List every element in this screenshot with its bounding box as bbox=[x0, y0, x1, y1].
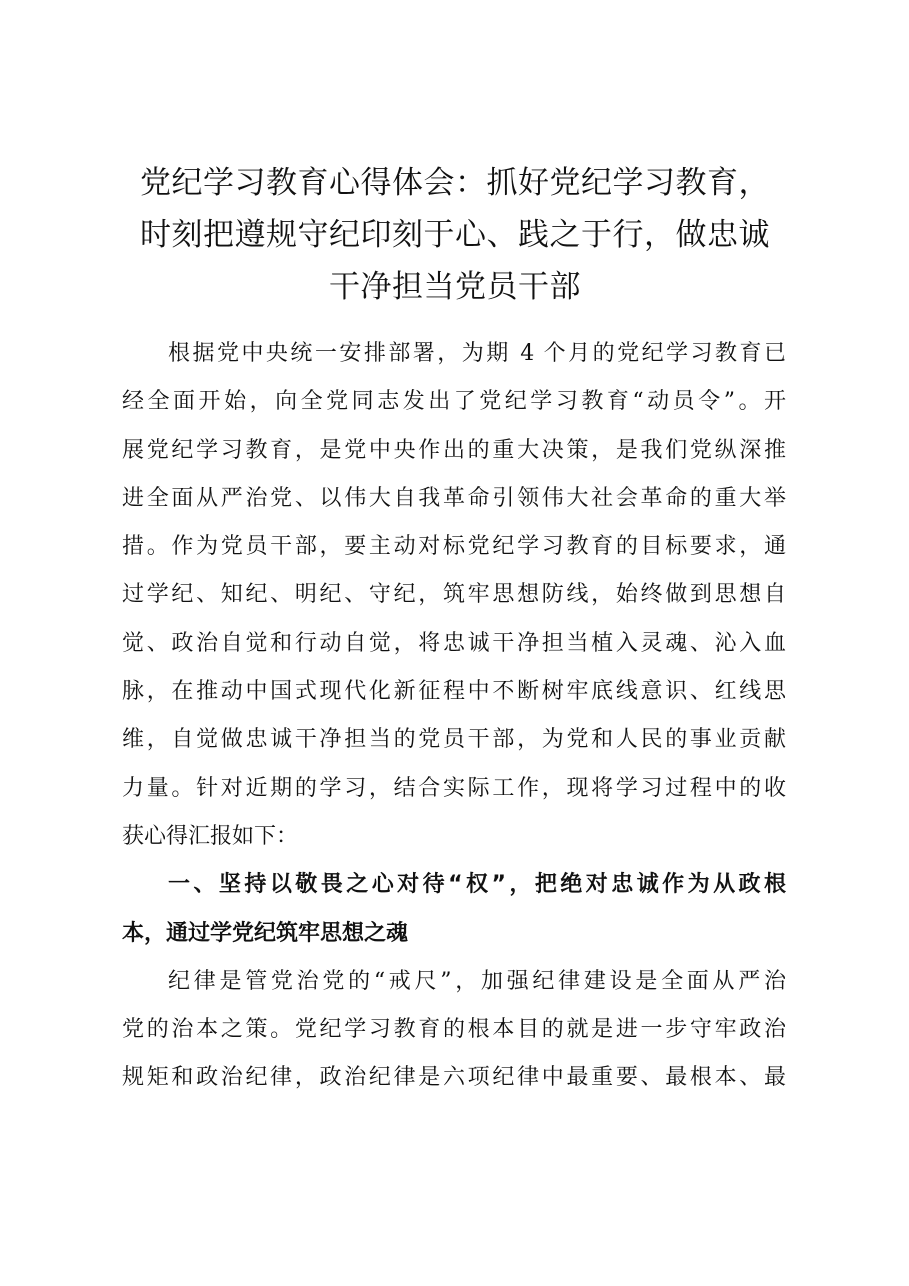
text-line: 根据党中央统一安排部署，为期 4 个月的党纪学习教育已 bbox=[168, 341, 786, 366]
text-line: 脉，在推动中国式现代化新征程中不断树牢底线意识、红线思 bbox=[122, 679, 786, 705]
title-line: 党纪学习教育心得体会：抓好党纪学习教育， bbox=[140, 165, 770, 201]
section-heading-1 bbox=[122, 861, 786, 958]
title-line: 干净担当党员干部 bbox=[329, 269, 581, 305]
text-line: 获心得汇报如下： bbox=[122, 823, 299, 849]
title-line: 时刻把遵规守纪印刻于心、践之于行，做忠诚 bbox=[140, 217, 770, 253]
intro-paragraph bbox=[122, 330, 786, 861]
text-line: 觉、政治自觉和行动自觉，将忠诚干净担当植入灵魂、沁入血 bbox=[122, 630, 786, 656]
heading-line: 本，通过学党纪筑牢思想之魂 bbox=[122, 920, 409, 946]
text-line: 纪律是管党治党的“戒尺”，加强纪律建设是全面从严治 bbox=[168, 968, 786, 994]
text-line: 过学纪、知纪、明纪、守纪，筑牢思想防线，始终做到思想自 bbox=[122, 582, 786, 608]
text-line: 进全面从严治党、以伟大自我革命引领伟大社会革命的重大举 bbox=[122, 485, 786, 511]
document-title bbox=[100, 157, 810, 313]
text-line: 规矩和政治纪律，政治纪律是六项纪律中最重要、最根本、最 bbox=[122, 1065, 786, 1091]
text-line: 党的治本之策。党纪学习教育的根本目的就是进一步守牢政治 bbox=[122, 1017, 786, 1043]
section-1-paragraph bbox=[122, 958, 786, 1103]
text-line: 力量。针对近期的学习，结合实际工作，现将学习过程中的收 bbox=[122, 775, 786, 801]
document-body bbox=[122, 330, 786, 1103]
text-line: 措。作为党员干部，要主动对标党纪学习教育的目标要求，通 bbox=[122, 534, 786, 560]
text-line: 经全面开始，向全党同志发出了党纪学习教育“动员令”。开 bbox=[122, 389, 786, 415]
text-line: 展党纪学习教育，是党中央作出的重大决策，是我们党纵深推 bbox=[122, 437, 786, 463]
heading-line: 一、坚持以敬畏之心对待“权”，把绝对忠诚作为从政根 bbox=[168, 872, 786, 898]
text-line: 维，自觉做忠诚干净担当的党员干部，为党和人民的事业贡献 bbox=[122, 727, 786, 753]
